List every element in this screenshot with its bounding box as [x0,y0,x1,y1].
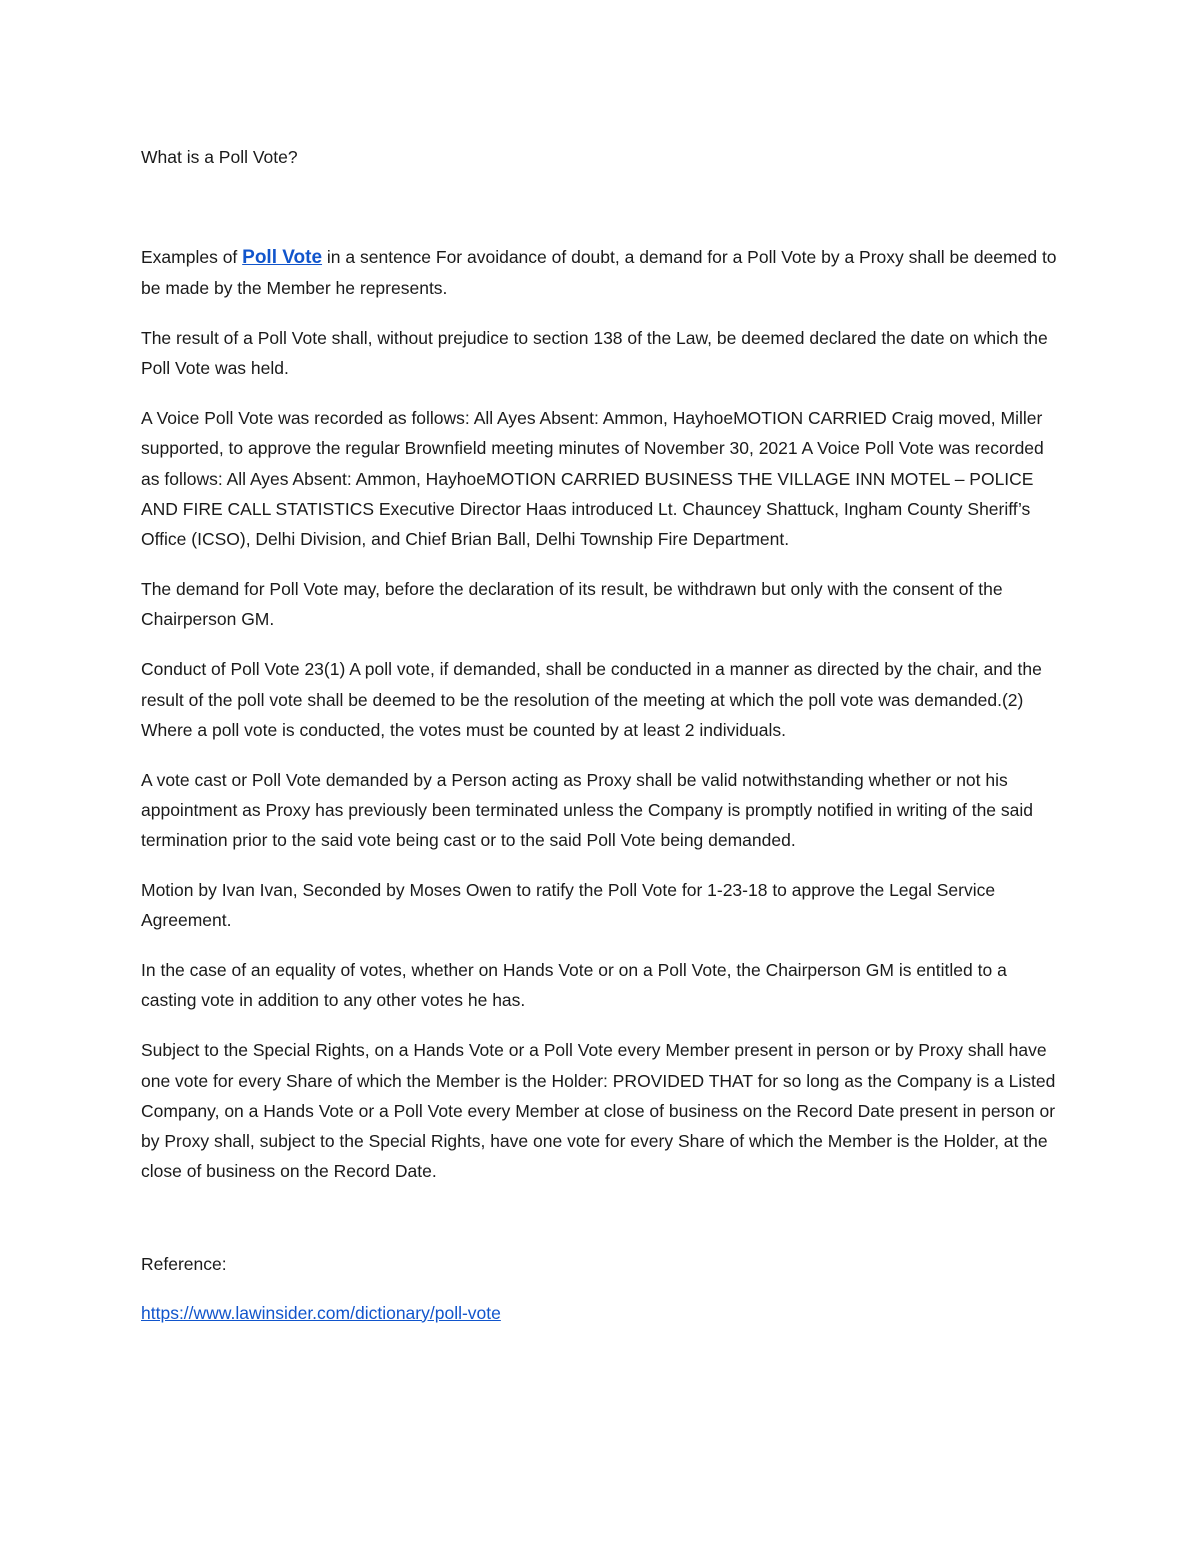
reference-link[interactable]: https://www.lawinsider.com/dictionary/poll-vote [141,1302,501,1323]
paragraph-proxy-vote-valid: A vote cast or Poll Vote demanded by a Person acting as Proxy shall be valid notwithstanding whether or not his appointment as Proxy has previously been terminated unless the Company is promptly notified in writing of the said termination prior to the said vote being cast or to the said Poll Vote being demanded. [141,769,1033,851]
paragraph-equality-of-votes: In the case of an equality of votes, whether on Hands Vote or on a Poll Vote, the Chairperson GM is entitled to a casting vote in addition to any other votes he has. [141,960,1007,1011]
paragraph-result-declared: The result of a Poll Vote shall, without prejudice to section 138 of the Law, be deemed declared the date on which the Poll Vote was held. [141,328,1048,379]
paragraph-conduct-of-poll-vote: Conduct of Poll Vote 23(1) A poll vote, if demanded, shall be conducted in a manner as directed by the chair, and the result of the poll vote shall be deemed to be the resolution of the meeting at which the poll vote was demanded.(2) Where a poll vote is conducted, the votes must be counted by at least 2 individuals. [141,659,1042,740]
poll-vote-term-link[interactable]: Poll Vote [242,247,323,268]
examples-suffix: in a sentence For avoidance of doubt, a demand for a Poll Vote by a Proxy shall be deemed to be made by the Member he represents. [141,247,1057,299]
paragraph-special-rights: Subject to the Special Rights, on a Hands Vote or a Poll Vote every Member present in person or by Proxy shall have one vote for every Share of which the Member is the Holder: PROVIDED THAT for so long as the Company is a Listed Company, on a Hands Vote or a Poll Vote every Member at close of business on the Record Date present in person or by Proxy shall, subject to the Special Rights, have one vote for every Share of which the Member is the Holder, at the close of business on the Record Date. [141,1040,1056,1182]
document-page [141,142,1066,1328]
paragraph-motion-ratify: Motion by Ivan Ivan, Seconded by Moses Owen to ratify the Poll Vote for 1-23-18 to approve the Legal Service Agreement. [141,880,996,931]
examples-prefix: Examples of [141,247,243,267]
examples-paragraph [141,242,1066,304]
reference-label: Reference: [141,1253,227,1274]
paragraph-voice-poll-vote: A Voice Poll Vote was recorded as follows: All Ayes Absent: Ammon, HayhoeMOTION CARRIED Craig moved, Miller supported, to approve the regular Brownfield meeting minutes of November 30, 2021 A Voice Poll Vote was recorded as follows: All Ayes Absent: Ammon, HayhoeMOTION CARRIED BUSINESS THE VILLAGE INN MOTEL – POLICE AND FIRE CALL STATISTICS Executive Director Haas introduced Lt. Chauncey Shattuck, Ingham County Sheriff’s Office (ICSO), Delhi Division, and Chief Brian Ball, Delhi Township Fire Department. [141,408,1044,550]
document-title: What is a Poll Vote? [141,147,298,167]
paragraph-demand-withdrawn: The demand for Poll Vote may, before the declaration of its result, be withdrawn but only with the consent of the Chairperson GM. [141,579,1003,630]
